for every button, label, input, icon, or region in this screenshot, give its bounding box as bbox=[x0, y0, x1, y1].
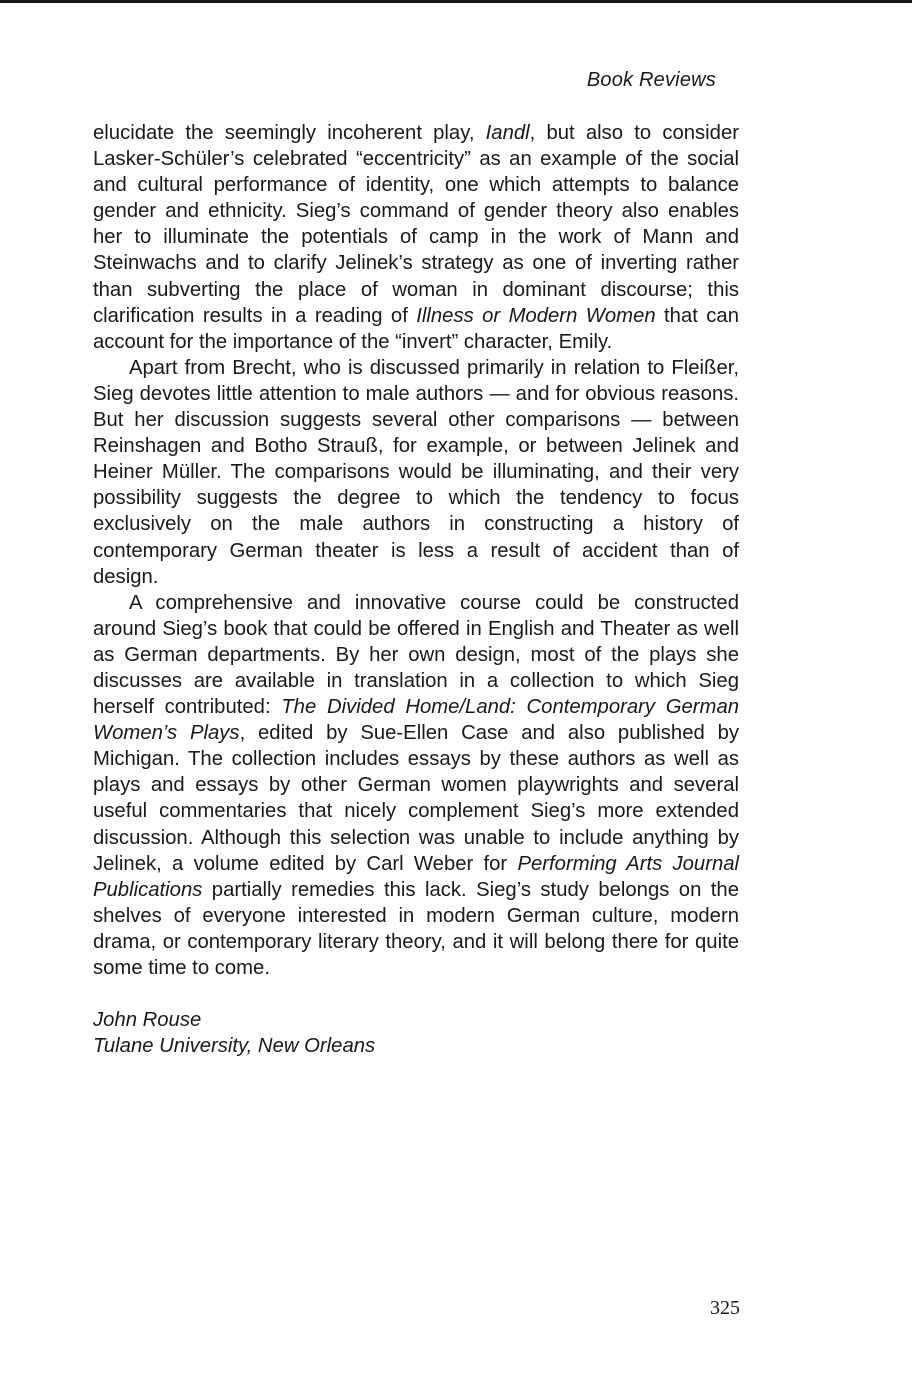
reviewer-affiliation: Tulane University, New Orleans bbox=[93, 1035, 376, 1057]
paragraph-1 bbox=[93, 120, 739, 355]
paragraph-3 bbox=[93, 590, 739, 981]
p3-title-paj: Performing Arts Journal Publications bbox=[93, 852, 740, 901]
p3-text-b: , edited by Sue-Ellen Case and also published by Michigan. The collection includes essays by these authors as well as plays and essays by other German women playwrights and several useful commentaries that nicely complement Sieg’s more extended discussion. Although this selection was unable to include anything by Jelinek, a volume edited by Carl Weber for bbox=[93, 722, 739, 875]
p1-title-iandl: Iandl bbox=[485, 122, 530, 144]
page-number: 325 bbox=[710, 1297, 740, 1319]
reviewer-name: John Rouse bbox=[93, 1009, 202, 1031]
p3-text-c: partially remedies this lack. Sieg’s study belongs on the shelves of everyone interested in modern German culture, modern drama, or contemporary literary theory, and it will belong there for quite some time to come. bbox=[93, 878, 739, 979]
review-body bbox=[93, 120, 739, 981]
running-head: Book Reviews bbox=[586, 69, 716, 91]
p3-title-divided-homeland: The Divided Home/Land: Contemporary German Women’s Plays bbox=[93, 696, 740, 745]
p1-title-illness: Illness or Modern Women bbox=[416, 304, 656, 327]
top-edge-rule bbox=[0, 0, 912, 3]
paragraph-2: Apart from Brecht, who is discussed primarily in relation to Fleißer, Sieg devotes little attention to male authors — and for obvious reasons. But her discussion suggests several other comparisons — between Reinshagen and Botho Strauß, for example, or between Jelinek and Heiner Müller. The comparisons would be illuminating, and their very possibility suggests the degree to which the tendency to focus exclusively on the male authors in constructing a history of contemporary German theater is less a result of accident than of design. bbox=[93, 356, 739, 588]
p3-text-a: A comprehensive and innovative course could be constructed around Sieg’s book that could be offered in English and Theater as well as German departments. By her own design, most of the plays she discusses are available in translation in a collection to which Sieg herself contributed: bbox=[93, 591, 739, 719]
p1-text-a: elucidate the seemingly incoherent play, bbox=[93, 122, 486, 144]
p1-text-c: that can account for the importance of the “invert” character, Emily. bbox=[93, 304, 739, 353]
reviewer-signature bbox=[93, 1007, 375, 1059]
p1-text-b: , but also to consider Lasker-Schüler’s celebrated “eccentricity” as an example of the social and cultural performance of identity, one which attempts to balance gender and ethnicity. Sieg’s command of gender theory also enables her to illuminate the potentials of camp in the work of Mann and Steinwachs and to clarify Jelinek’s strategy as one of inverting rather than subverting the place of woman in dominant discourse; this clarification results in a reading of bbox=[93, 122, 739, 327]
